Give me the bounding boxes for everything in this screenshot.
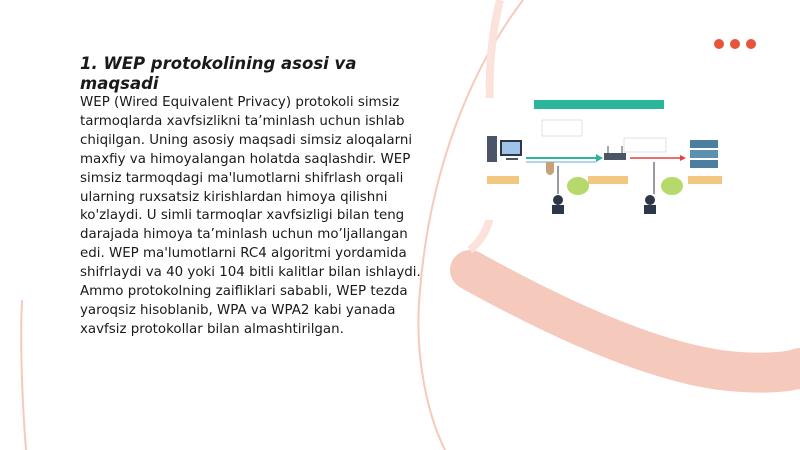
slide-body: WEP (Wired Equivalent Privacy) protokoli simsiz tarmoqlarda xavfsizlikni ta’minlash uchun ishlab chiqilgan. Uning asosiy maqsadi simsiz aloqalarni maxfiy va himoyalangan holatda saqlashdir. WEP simsiz tarmoqdagi ma'lumotlarni shifrlash orqali ularning ruxsatsiz kirishlardan himoya qilishni ko'zlaydi. U simli tarmoqlar xavfsizligi bilan teng darajada himoya ta’minlash uchun mo’ljallangan edi. WEP ma'lumotlarni RC4 algoritmi yordamida shifrlaydi va 40 yoki 104 bitli kalitlar bilan ishlaydi. Ammo protokolning zaifliklari sababli, WEP tezda yaroqsiz hisoblanib, WPA va WPA2 kabi yanada xavfsiz protokollar bilan almashtirilgan. [80, 95, 421, 337]
lock-icon [546, 162, 554, 175]
dot-icon [730, 39, 740, 49]
diagram-note-right [624, 138, 666, 152]
dot-icon [714, 39, 724, 49]
thin-arc-edge [21, 300, 26, 450]
diagram-box-server [688, 176, 722, 184]
diagram-box-router [588, 176, 628, 184]
diagram-note-left [542, 120, 582, 136]
thick-arc [470, 270, 800, 373]
slide-title: 1. WEP protokolining asosi va maqsadi [80, 54, 357, 93]
dot-icon [746, 39, 756, 49]
server-icon [690, 140, 718, 168]
thin-arc-left [418, 0, 523, 450]
diagram-box-computer [487, 176, 519, 184]
wep-diagram [484, 98, 728, 220]
decorative-dots [714, 39, 756, 49]
diagram-header-bar [534, 100, 664, 109]
